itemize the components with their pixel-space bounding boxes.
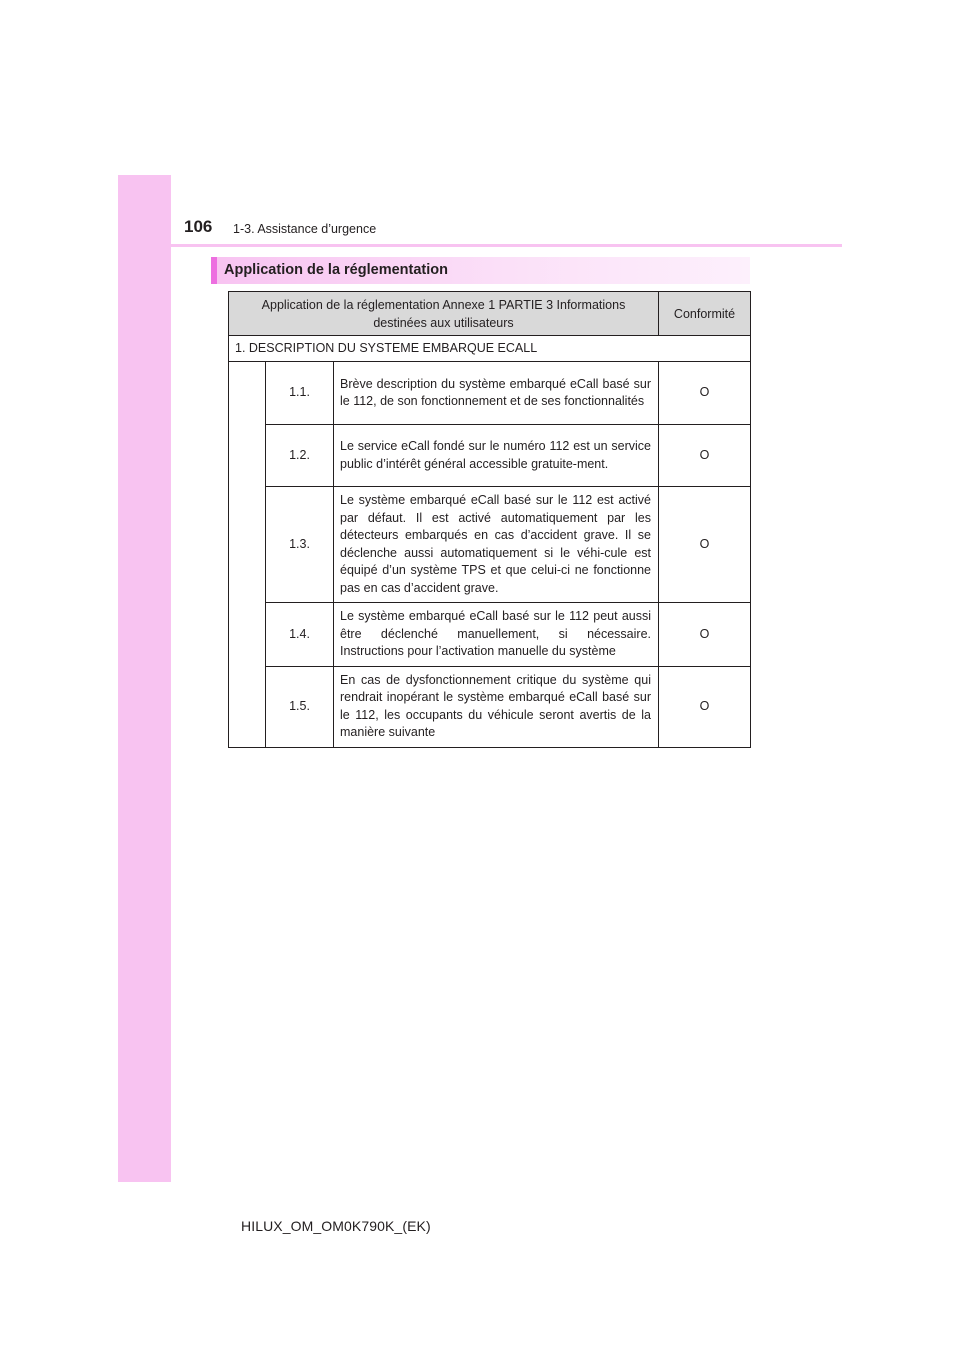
row-description: Le système embarqué eCall basé sur le 112 est activé par défaut. Il est activé automatiquement par les détecteurs embarqués en cas d’accident grave. Il se déclenche aussi automatiquement si le véhi-cule est équipé d’un système TPS et que celui-ci ne fonctionne pas en cas d’accident grave. — [334, 487, 659, 603]
regulation-table — [228, 291, 751, 748]
side-tab-band — [118, 175, 171, 1182]
row-number: 1.5. — [266, 666, 334, 747]
header-conformity: Conformité — [659, 292, 751, 336]
row-number: 1.2. — [266, 425, 334, 487]
page-number: 106 — [184, 217, 213, 236]
row-conformity: O — [659, 487, 751, 603]
row-conformity: O — [659, 666, 751, 747]
section-heading-title: Application de la réglementation — [224, 262, 448, 278]
header-requirement: Application de la réglementation Annexe 1 PARTIE 3 Informations destinées aux utilisateurs — [229, 292, 659, 336]
header-divider — [171, 244, 842, 247]
document-code: HILUX_OM_OM0K790K_(EK) — [241, 1218, 431, 1234]
table-row — [229, 666, 751, 747]
table-row — [229, 425, 751, 487]
row-description: En cas de dysfonctionnement critique du système qui rendrait inopérant le système embarqué eCall basé sur le 112, les occupants du véhicule seront avertis de la manière suivante — [334, 666, 659, 747]
table-row — [229, 487, 751, 603]
indent-cell — [229, 362, 266, 748]
row-conformity: O — [659, 425, 751, 487]
section-heading-accent — [211, 257, 217, 284]
table-section-row — [229, 336, 751, 362]
row-number: 1.1. — [266, 362, 334, 425]
section-label: 1. DESCRIPTION DU SYSTEME EMBARQUE ECALL — [229, 336, 751, 362]
row-number: 1.4. — [266, 603, 334, 667]
table-row — [229, 362, 751, 425]
row-number: 1.3. — [266, 487, 334, 603]
row-conformity: O — [659, 603, 751, 667]
row-description: Brève description du système embarqué eCall basé sur le 112, de son fonctionnement et de ses fonctionnalités — [334, 362, 659, 425]
table-header-row — [229, 292, 751, 336]
chapter-title: 1-3. Assistance d’urgence — [233, 222, 377, 236]
row-description: Le service eCall fondé sur le numéro 112 est un service public d’intérêt général accessible gratuite-ment. — [334, 425, 659, 487]
section-heading — [211, 257, 750, 284]
row-description: Le système embarqué eCall basé sur le 112 peut aussi être déclenché manuellement, si nécessaire. Instructions pour l’activation manuelle du système — [334, 603, 659, 667]
table-row — [229, 603, 751, 667]
row-conformity: O — [659, 362, 751, 425]
